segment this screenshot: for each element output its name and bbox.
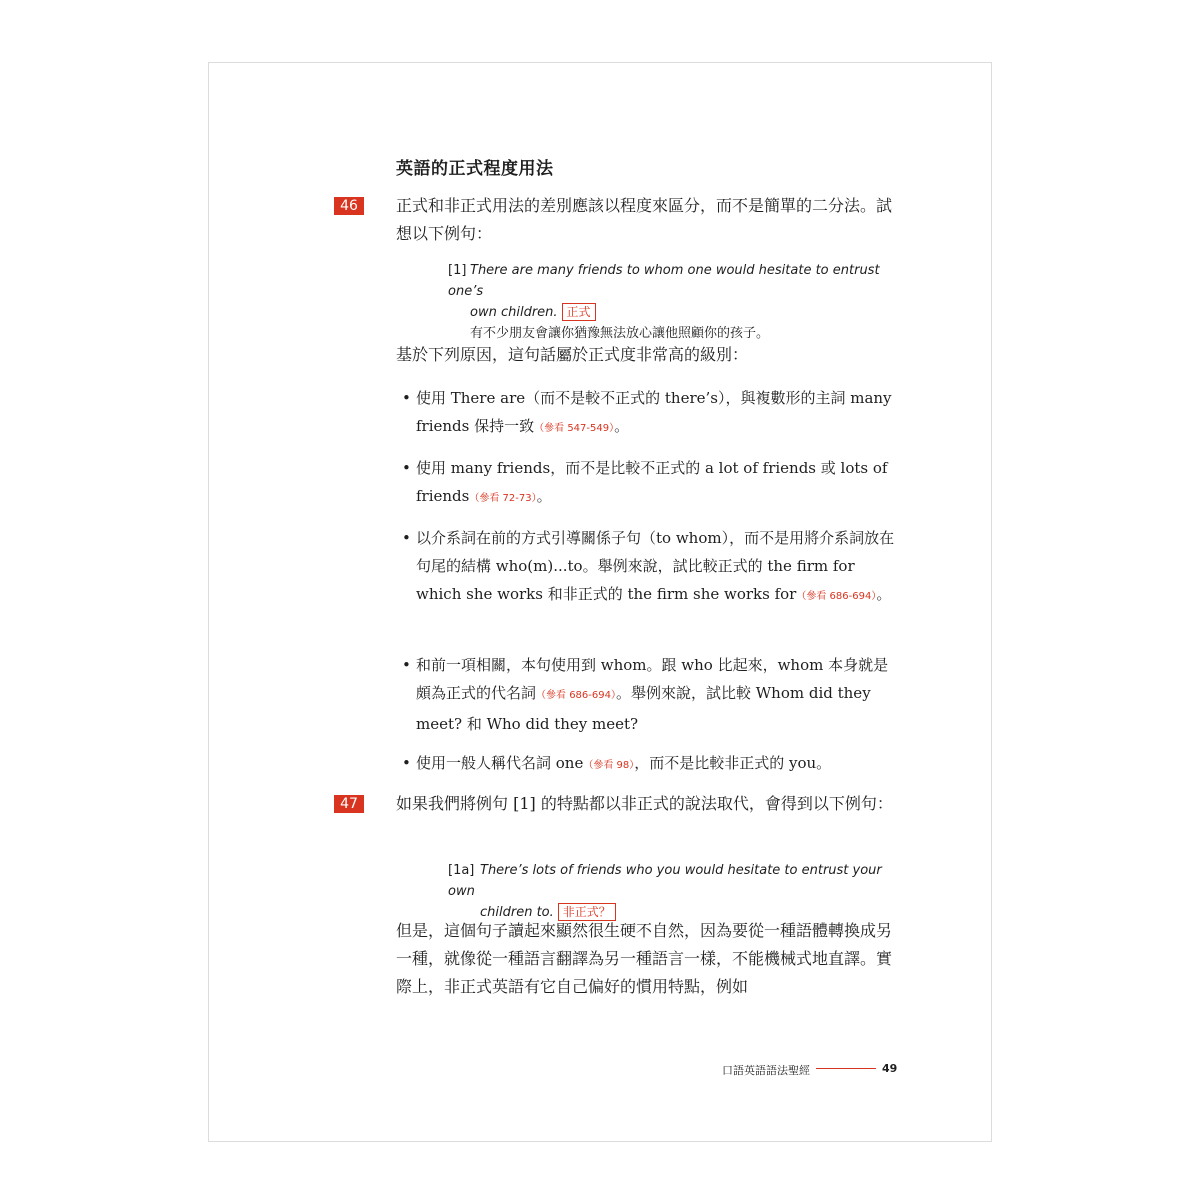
paragraph-number-47: 47 bbox=[334, 795, 364, 813]
bullet-item: • 使用 There are（而不是較不正式的 there’s），與複數形的主詞 many friends 保持一致（參看 547-549）。 bbox=[416, 384, 900, 443]
book-title: 口語英語語法聖經 bbox=[722, 1064, 810, 1077]
footer-rule bbox=[816, 1068, 876, 1069]
example-1-line2: own children. bbox=[470, 305, 558, 320]
bullet-item: • 使用一般人稱代名詞 one（參看 98），而不是比較非正式的 you。 bbox=[416, 749, 900, 780]
cross-reference: （參看 72-73） bbox=[469, 493, 537, 504]
closing-paragraph: 但是，這個句子讀起來顯然很生硬不自然，因為要從一種語體轉換成另一種，就像從一種語言翻譯為另一種語言一樣，不能機械式地直譯。實際上，非正式英語有它自己偏好的慣用特點，例如 bbox=[396, 921, 893, 996]
example-1-translation: 有不少朋友會讓你猶豫無法放心讓他照顧你的孩子。 bbox=[470, 326, 770, 341]
paragraph-47-intro: 如果我們將例句 [1] 的特點都以非正式的說法取代，會得到以下例句： bbox=[396, 794, 893, 813]
cross-reference: （參看 98） bbox=[583, 760, 635, 771]
reasons-intro: 基於下列原因，這句話屬於正式度非常高的級別： bbox=[396, 345, 749, 364]
bullet-item: • 使用 many friends，而不是比較不正式的 a lot of friends 或 lots of friends（參看 72-73）。 bbox=[416, 454, 900, 513]
formal-tag: 正式 bbox=[562, 303, 596, 321]
section-heading: 英語的正式程度用法 bbox=[396, 159, 554, 179]
bullet-item: • 和前一項相關，本句使用到 whom。跟 who 比起來，whom 本身就是頗為正式的代名詞（參看 686-694）。舉例來說，試比較 Whom did they meet? 和 Who did they meet? bbox=[416, 651, 900, 738]
example-1a-line2: children to. bbox=[480, 905, 554, 920]
example-1a bbox=[448, 860, 900, 923]
informal-tag: 非正式？ bbox=[558, 903, 616, 921]
paragraph-number-46: 46 bbox=[334, 197, 364, 215]
paragraph-46-intro: 正式和非正式用法的差別應該以程度來區分，而不是簡單的二分法。試想以下例句： bbox=[396, 196, 893, 243]
page-footer bbox=[700, 1062, 900, 1078]
example-1-line1: There are many friends to whom one would hesitate to entrust one’s bbox=[448, 263, 880, 299]
cross-reference: （參看 686-694） bbox=[796, 591, 877, 602]
cross-reference: （參看 686-694） bbox=[536, 690, 616, 701]
example-1a-line1: There’s lots of friends who you would hesitate to entrust your own bbox=[448, 863, 882, 899]
example-1-index: [1] bbox=[448, 263, 467, 278]
page-number: 49 bbox=[882, 1062, 898, 1075]
example-1 bbox=[448, 260, 900, 344]
cross-reference: （參看 547-549） bbox=[534, 423, 615, 434]
example-1a-index: [1a] bbox=[448, 863, 475, 878]
bullet-item: • 以介系詞在前的方式引導關係子句（to whom），而不是用將介系詞放在句尾的結構 who(m)...to。舉例來說，試比較正式的 the firm for which she works 和非正式的 the firm she works for（參看 686-694）。 bbox=[416, 524, 900, 611]
